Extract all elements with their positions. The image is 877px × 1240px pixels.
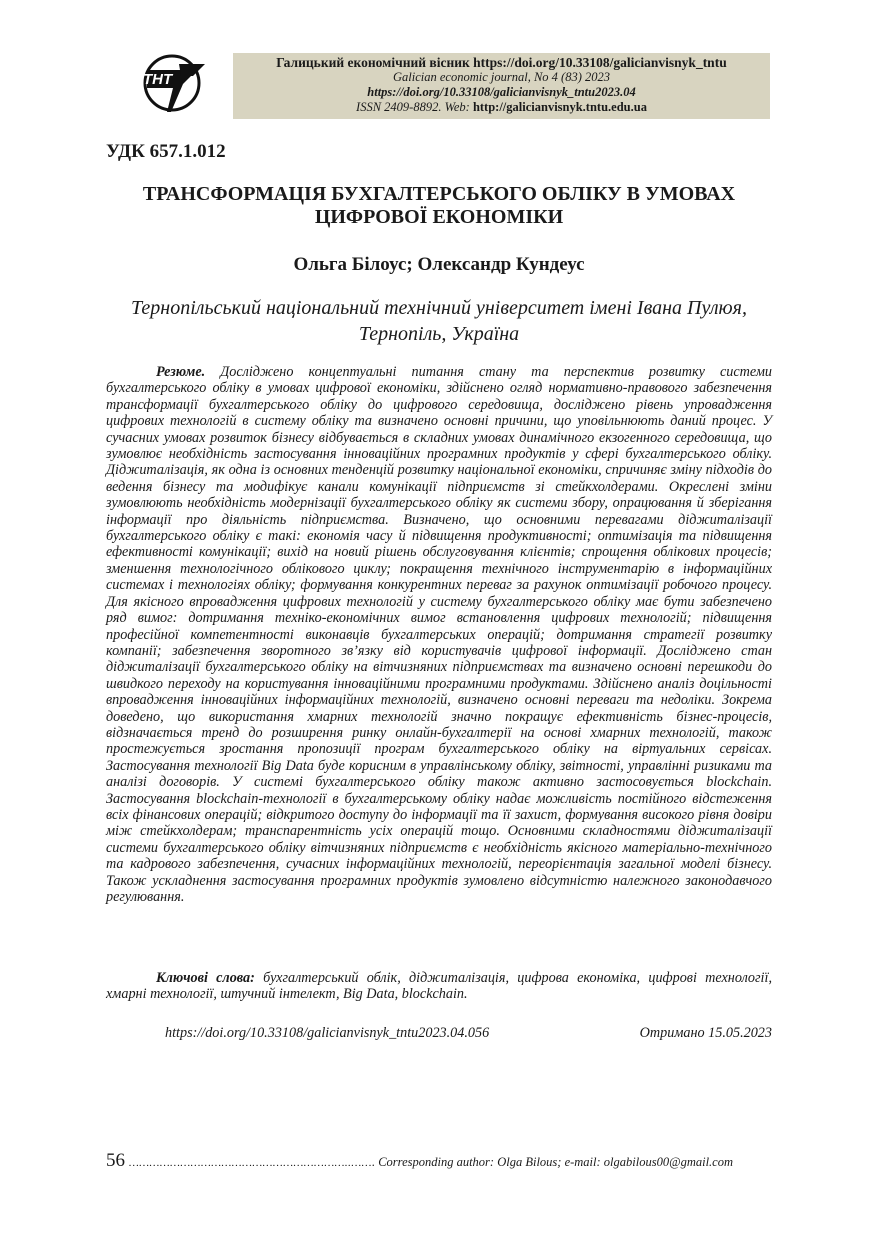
page-footer	[106, 1150, 772, 1172]
article-title: ТРАНСФОРМАЦІЯ БУХГАЛТЕРСЬКОГО ОБЛІКУ В УМОВАХ ЦИФРОВОЇ ЕКОНОМІКИ	[142, 183, 736, 228]
journal-issue: Galician economic journal, No 4 (83) 2023	[393, 70, 610, 84]
keywords	[106, 970, 772, 1003]
footer-dots: ………………………………………………………..……	[129, 1157, 372, 1169]
corresponding-author: . Corresponding author: Olga Bilous; e-mail: olgabilous00@gmail.com	[371, 1155, 733, 1169]
abstract-text: Досліджено концептуальні питання стану та перспектив розвитку системи бухгалтерського обліку в умовах цифрової економіки, здійснено огляд нормативно-правового забезпечення трансформації бухгалтерського обліку до цифрового середовища, досліджено рівень упровадження цифрових технологій в систему обліку та визначено основні причини, що уповільнюють даний процес. У сучасних умовах розвиток бізнесу відбувається в складних умовах динамічного екзогенного середовища, що зумовлює необхідність застосування інноваційних програмних продуктів у сфері бухгалтерського обліку. Діджиталізація, як одна із основних тенденцій розвитку національної економіки, спричиняє зміну підходів до ведення бізнесу та модифікує канали комунікації підприємств зі стейкхолдерами. Окреслені зміни зумовлюють необхідність модернізації бухгалтерського обліку як системи збору, опрацювання й зберігання інформації про діяльність підприємства. Визначено, що основними перевагами діджиталізації бухгалтерського обліку є такі: економія часу й підвищення продуктивності; оптимізація та підвищення ефективності комунікації; вихід на новий рішень обслуговування клієнтів; спрощення облікових процесів; зменшення технологічного облікового циклу; покращення технічного інструментарію в інформаційних системах і технологіях обліку; формування конкурентних переваг за рахунок оптимізації робочого процесу. Для якісного впровадження цифрових технологій у систему бухгалтерського обліку має бути забезпечено ряд вимог: дотримання техніко-економічних вимог встановлення цифрових технологій; підвищення професійної компетентності виконавців бухгалтерських операцій; дотримання стратегії розвитку компанії; забезпечення зворотного зв’язку від користувачів цифрової інформації. Досліджено стан діджиталізації бухгалтерського обліку на вітчизняних підприємствах та визначено основні перешкоди до швидкого переходу на користування інноваційними програмними продуктами. Здійснено аналіз доцільності впровадження інноваційних інформаційних технологій, визначено основні переваги та недоліки. Зокрема доведено, що використання хмарних технологій значно покращує ефективність бізнес-процесів, відзначається тренд до розширення ринку онлайн-бухгалтерії на основі хмарних технологій, також простежується зростання пропозиції програм бухгалтерського обліку на віртуальних сервісах. Застосування технології Big Data буде корисним в управлінському обліку, звітності, управлінні ризиками та аналізі договорів. У системі бухгалтерського обліку також активно застосовується blockchain. Застосування blockchain-технології в бухгалтерському обліку надає можливість постійного відстеження всіх фінансових операцій; відкритого доступу до інформації та її захист, формування високого рівня довіри між стейкхолдерам; транспарентність усіх операцій тощо. Основними складностями діджиталізації системи бухгалтерського обліку вітчизняних підприємств є необхідність якісного матеріально-технічного та кадрового забезпечення, сучасних інформаційних технологій, переорієнтація загальної моделі бізнесу. Також ускладнення застосування програмних продуктів зумовлено відсутністю належного законодавчого регулювання.	[106, 364, 772, 905]
abstract-label: Резюме.	[156, 364, 206, 380]
affiliation	[106, 295, 772, 347]
journal-issue-doi: https://doi.org/10.33108/galicianvisnyk_tntu2023.04	[367, 85, 636, 99]
issn-text: ISSN 2409-8892. Web:	[356, 100, 473, 114]
affiliation-line-2: Тернопіль, Україна	[358, 323, 520, 345]
svg-text:ТНТ: ТНТ	[143, 71, 173, 88]
journal-issn	[233, 100, 770, 115]
received-date: Отримано 15.05.2023	[639, 1025, 772, 1041]
authors: Ольга Білоус; Олександр Кундеус	[293, 254, 585, 275]
udc-code: УДК 657.1.012	[106, 141, 226, 162]
journal-website-link[interactable]: http://galicianvisnyk.tntu.edu.ua	[472, 100, 647, 114]
keywords-text: бухгалтерський облік, діджиталізація, цифрова економіка, цифрові технології, хмарні технології, штучний інтелект, Big Data, blockchain.	[106, 970, 772, 1003]
page-number: 56	[106, 1150, 125, 1171]
tntu-logo-icon	[133, 50, 211, 116]
tntu-logo	[133, 50, 211, 116]
article-doi[interactable]: https://doi.org/10.33108/galicianvisnyk_tntu2023.04.056	[165, 1025, 490, 1041]
abstract	[106, 364, 772, 905]
journal-header-box	[233, 53, 770, 119]
journal-title: Галицький економічний вісник https://doi.org/10.33108/galicianvisnyk_tntu	[276, 55, 727, 70]
keywords-label: Ключові слова:	[156, 970, 255, 986]
affiliation-line-1: Тернопільський національний технічний університет імені Івана Пулюя,	[131, 297, 747, 319]
